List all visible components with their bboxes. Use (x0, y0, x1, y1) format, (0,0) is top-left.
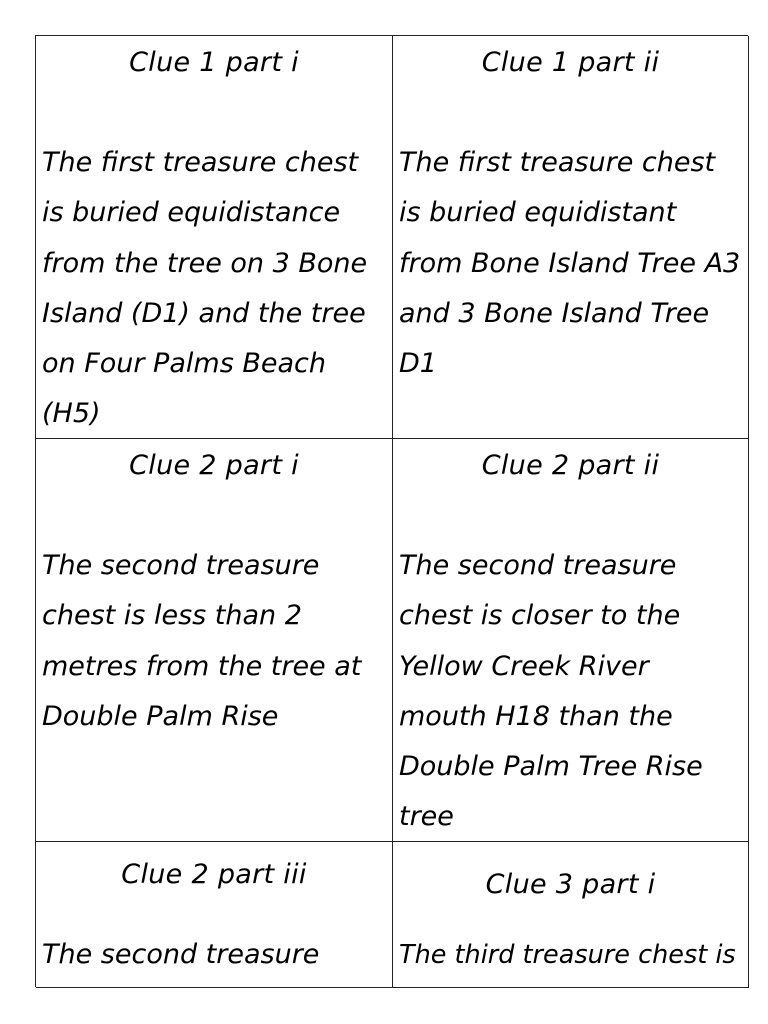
clue-card (393, 439, 749, 842)
clue-card-text: The second treasure chest is closer to the Yellow Creek River mouth H18 than the Double Palm Tree Rise tree (399, 550, 703, 833)
clue-card (36, 36, 393, 439)
clue-card-text: The first treasure chest is buried equidistant from Bone Island Tree A3 and 3 Bone Island Tree D1 (399, 147, 741, 380)
clue-card (36, 439, 393, 842)
clue-card (393, 842, 749, 988)
clue-card-text: The second treasure (42, 939, 320, 970)
clue-card (393, 36, 749, 439)
clue-card-title: Clue 1 part i (129, 47, 299, 78)
clue-card-grid (35, 35, 748, 987)
clue-card-title: Clue 2 part i (129, 450, 299, 481)
clue-card-title: Clue 1 part ii (481, 47, 660, 78)
clue-card-title: Clue 2 part ii (481, 450, 660, 481)
clue-card-text: The third treasure chest is (399, 940, 736, 970)
clue-card-title: Clue 3 part i (485, 869, 656, 900)
clue-card-text: The first treasure chest is buried equidistance from the tree on 3 Bone Island (D1) and the tree on Four Palms Beach (H5) (42, 147, 368, 430)
clue-card (36, 842, 393, 988)
clue-card-title: Clue 2 part iii (121, 859, 307, 890)
clue-card-text: The second treasure chest is less than 2 metres from the tree at Double Palm Rise (42, 550, 362, 732)
